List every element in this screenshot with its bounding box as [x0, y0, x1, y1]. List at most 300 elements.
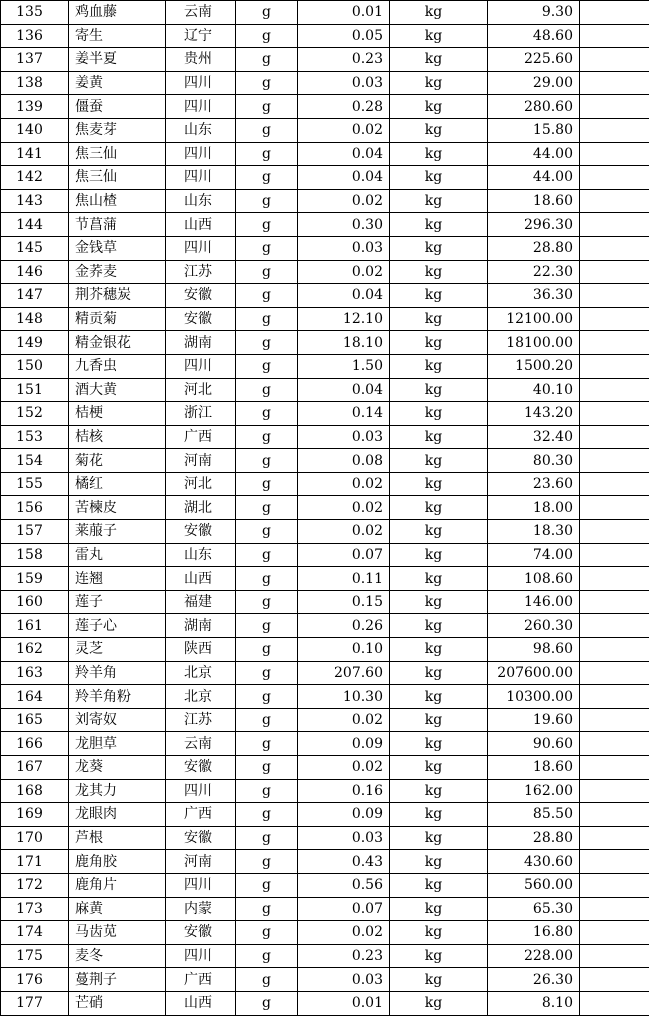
- table-row: [1, 921, 649, 945]
- unit-large-cell: kg: [390, 71, 488, 95]
- price-per-kg-cell: 22.30: [488, 260, 580, 284]
- unit-large-cell: kg: [390, 142, 488, 166]
- row-number-cell: 135: [1, 1, 69, 25]
- price-per-kg-cell: 15.80: [488, 118, 580, 142]
- row-number-cell: 158: [1, 543, 69, 567]
- empty-cell: [580, 71, 649, 95]
- price-per-kg-cell: 48.60: [488, 24, 580, 48]
- unit-small-cell: g: [236, 354, 298, 378]
- row-number-cell: 140: [1, 118, 69, 142]
- herb-name-cell: 姜半夏: [69, 48, 166, 72]
- table-row: [1, 472, 649, 496]
- unit-large-cell: kg: [390, 732, 488, 756]
- price-per-kg-cell: 28.80: [488, 826, 580, 850]
- price-per-kg-cell: 26.30: [488, 968, 580, 992]
- unit-large-cell: kg: [390, 425, 488, 449]
- unit-large-cell: kg: [390, 260, 488, 284]
- row-number-cell: 167: [1, 756, 69, 780]
- origin-cell: 浙江: [166, 402, 236, 426]
- price-per-kg-cell: 228.00: [488, 944, 580, 968]
- unit-large-cell: kg: [390, 331, 488, 355]
- origin-cell: 四川: [166, 236, 236, 260]
- row-number-cell: 151: [1, 378, 69, 402]
- table-row: [1, 803, 649, 827]
- empty-cell: [580, 307, 649, 331]
- unit-small-cell: g: [236, 48, 298, 72]
- unit-small-cell: g: [236, 921, 298, 945]
- empty-cell: [580, 850, 649, 874]
- row-number-cell: 145: [1, 236, 69, 260]
- unit-large-cell: kg: [390, 614, 488, 638]
- herb-name-cell: 寄生: [69, 24, 166, 48]
- row-number-cell: 146: [1, 260, 69, 284]
- herb-name-cell: 鹿角片: [69, 873, 166, 897]
- unit-price-cell: 0.23: [298, 48, 390, 72]
- unit-small-cell: g: [236, 1, 298, 25]
- empty-cell: [580, 590, 649, 614]
- row-number-cell: 171: [1, 850, 69, 874]
- price-per-kg-cell: 18100.00: [488, 331, 580, 355]
- origin-cell: 辽宁: [166, 24, 236, 48]
- price-per-kg-cell: 560.00: [488, 873, 580, 897]
- empty-cell: [580, 118, 649, 142]
- herb-name-cell: 马齿苋: [69, 921, 166, 945]
- herb-name-cell: 连翘: [69, 567, 166, 591]
- empty-cell: [580, 472, 649, 496]
- unit-large-cell: kg: [390, 779, 488, 803]
- origin-cell: 北京: [166, 685, 236, 709]
- empty-cell: [580, 732, 649, 756]
- table-row: [1, 496, 649, 520]
- table-row: [1, 520, 649, 544]
- row-number-cell: 137: [1, 48, 69, 72]
- origin-cell: 河南: [166, 850, 236, 874]
- herb-name-cell: 僵蚕: [69, 95, 166, 119]
- row-number-cell: 149: [1, 331, 69, 355]
- origin-cell: 四川: [166, 354, 236, 378]
- price-per-kg-cell: 296.30: [488, 213, 580, 237]
- unit-large-cell: kg: [390, 472, 488, 496]
- table-row: [1, 166, 649, 190]
- empty-cell: [580, 779, 649, 803]
- unit-small-cell: g: [236, 968, 298, 992]
- unit-price-cell: 0.02: [298, 118, 390, 142]
- row-number-cell: 148: [1, 307, 69, 331]
- unit-small-cell: g: [236, 944, 298, 968]
- price-per-kg-cell: 36.30: [488, 284, 580, 308]
- unit-small-cell: g: [236, 95, 298, 119]
- origin-cell: 山西: [166, 567, 236, 591]
- row-number-cell: 139: [1, 95, 69, 119]
- row-number-cell: 156: [1, 496, 69, 520]
- empty-cell: [580, 48, 649, 72]
- unit-small-cell: g: [236, 71, 298, 95]
- price-per-kg-cell: 162.00: [488, 779, 580, 803]
- row-number-cell: 155: [1, 472, 69, 496]
- unit-small-cell: g: [236, 520, 298, 544]
- origin-cell: 湖南: [166, 331, 236, 355]
- origin-cell: 安徽: [166, 756, 236, 780]
- table-row: [1, 756, 649, 780]
- origin-cell: 山西: [166, 213, 236, 237]
- herb-name-cell: 雷丸: [69, 543, 166, 567]
- row-number-cell: 152: [1, 402, 69, 426]
- unit-price-cell: 1.50: [298, 354, 390, 378]
- unit-price-cell: 0.03: [298, 236, 390, 260]
- unit-price-cell: 0.07: [298, 543, 390, 567]
- row-number-cell: 162: [1, 638, 69, 662]
- empty-cell: [580, 873, 649, 897]
- unit-large-cell: kg: [390, 991, 488, 1015]
- unit-small-cell: g: [236, 897, 298, 921]
- herb-name-cell: 精金银花: [69, 331, 166, 355]
- herb-name-cell: 龙胆草: [69, 732, 166, 756]
- row-number-cell: 143: [1, 189, 69, 213]
- unit-price-cell: 0.05: [298, 24, 390, 48]
- table-row: [1, 354, 649, 378]
- unit-small-cell: g: [236, 24, 298, 48]
- origin-cell: 四川: [166, 873, 236, 897]
- table-row: [1, 543, 649, 567]
- empty-cell: [580, 449, 649, 473]
- table-row: [1, 425, 649, 449]
- origin-cell: 广西: [166, 968, 236, 992]
- unit-large-cell: kg: [390, 685, 488, 709]
- origin-cell: 四川: [166, 71, 236, 95]
- origin-cell: 北京: [166, 661, 236, 685]
- herb-name-cell: 羚羊角粉: [69, 685, 166, 709]
- table-row: [1, 614, 649, 638]
- herb-name-cell: 莱菔子: [69, 520, 166, 544]
- table-row: [1, 567, 649, 591]
- unit-price-cell: 0.04: [298, 142, 390, 166]
- empty-cell: [580, 968, 649, 992]
- unit-small-cell: g: [236, 189, 298, 213]
- unit-small-cell: g: [236, 284, 298, 308]
- unit-price-cell: 0.02: [298, 520, 390, 544]
- price-per-kg-cell: 18.30: [488, 520, 580, 544]
- price-per-kg-cell: 207600.00: [488, 661, 580, 685]
- row-number-cell: 150: [1, 354, 69, 378]
- origin-cell: 四川: [166, 779, 236, 803]
- empty-cell: [580, 897, 649, 921]
- herb-name-cell: 九香虫: [69, 354, 166, 378]
- row-number-cell: 168: [1, 779, 69, 803]
- herb-name-cell: 桔梗: [69, 402, 166, 426]
- row-number-cell: 142: [1, 166, 69, 190]
- empty-cell: [580, 236, 649, 260]
- herb-name-cell: 荆芥穗炭: [69, 284, 166, 308]
- row-number-cell: 172: [1, 873, 69, 897]
- row-number-cell: 175: [1, 944, 69, 968]
- unit-price-cell: 0.23: [298, 944, 390, 968]
- herb-name-cell: 焦三仙: [69, 166, 166, 190]
- price-per-kg-cell: 16.80: [488, 921, 580, 945]
- unit-price-cell: 0.02: [298, 921, 390, 945]
- origin-cell: 山西: [166, 991, 236, 1015]
- price-per-kg-cell: 32.40: [488, 425, 580, 449]
- price-per-kg-cell: 65.30: [488, 897, 580, 921]
- unit-large-cell: kg: [390, 756, 488, 780]
- row-number-cell: 163: [1, 661, 69, 685]
- empty-cell: [580, 803, 649, 827]
- unit-price-cell: 0.02: [298, 189, 390, 213]
- table-row: [1, 850, 649, 874]
- unit-small-cell: g: [236, 779, 298, 803]
- table-row: [1, 307, 649, 331]
- row-number-cell: 164: [1, 685, 69, 709]
- price-per-kg-cell: 74.00: [488, 543, 580, 567]
- table-row: [1, 685, 649, 709]
- origin-cell: 湖北: [166, 496, 236, 520]
- unit-small-cell: g: [236, 449, 298, 473]
- origin-cell: 河南: [166, 449, 236, 473]
- empty-cell: [580, 685, 649, 709]
- herb-name-cell: 苦楝皮: [69, 496, 166, 520]
- price-per-kg-cell: 430.60: [488, 850, 580, 874]
- price-per-kg-cell: 44.00: [488, 142, 580, 166]
- unit-large-cell: kg: [390, 897, 488, 921]
- origin-cell: 广西: [166, 425, 236, 449]
- table-row: [1, 826, 649, 850]
- price-per-kg-cell: 1500.20: [488, 354, 580, 378]
- origin-cell: 广西: [166, 803, 236, 827]
- origin-cell: 陕西: [166, 638, 236, 662]
- unit-small-cell: g: [236, 614, 298, 638]
- unit-large-cell: kg: [390, 354, 488, 378]
- herb-name-cell: 龙眼肉: [69, 803, 166, 827]
- unit-small-cell: g: [236, 685, 298, 709]
- unit-small-cell: g: [236, 638, 298, 662]
- empty-cell: [580, 213, 649, 237]
- herb-name-cell: 金荞麦: [69, 260, 166, 284]
- origin-cell: 河北: [166, 378, 236, 402]
- origin-cell: 内蒙: [166, 897, 236, 921]
- price-per-kg-cell: 143.20: [488, 402, 580, 426]
- unit-small-cell: g: [236, 118, 298, 142]
- origin-cell: 河北: [166, 472, 236, 496]
- empty-cell: [580, 638, 649, 662]
- empty-cell: [580, 142, 649, 166]
- row-number-cell: 157: [1, 520, 69, 544]
- price-per-kg-cell: 260.30: [488, 614, 580, 638]
- unit-large-cell: kg: [390, 284, 488, 308]
- unit-price-cell: 0.03: [298, 968, 390, 992]
- empty-cell: [580, 260, 649, 284]
- origin-cell: 山东: [166, 118, 236, 142]
- empty-cell: [580, 189, 649, 213]
- table-row: [1, 260, 649, 284]
- price-per-kg-cell: 44.00: [488, 166, 580, 190]
- price-per-kg-cell: 29.00: [488, 71, 580, 95]
- unit-price-cell: 0.10: [298, 638, 390, 662]
- table-row: [1, 378, 649, 402]
- herb-name-cell: 节菖蒲: [69, 213, 166, 237]
- unit-small-cell: g: [236, 213, 298, 237]
- price-per-kg-cell: 90.60: [488, 732, 580, 756]
- table-row: [1, 331, 649, 355]
- unit-price-cell: 0.16: [298, 779, 390, 803]
- herb-name-cell: 金钱草: [69, 236, 166, 260]
- table-row: [1, 732, 649, 756]
- unit-large-cell: kg: [390, 1, 488, 25]
- price-per-kg-cell: 23.60: [488, 472, 580, 496]
- price-per-kg-cell: 18.60: [488, 756, 580, 780]
- origin-cell: 江苏: [166, 708, 236, 732]
- price-per-kg-cell: 18.60: [488, 189, 580, 213]
- table-row: [1, 897, 649, 921]
- origin-cell: 四川: [166, 166, 236, 190]
- origin-cell: 安徽: [166, 520, 236, 544]
- empty-cell: [580, 991, 649, 1015]
- table-row: [1, 213, 649, 237]
- empty-cell: [580, 354, 649, 378]
- unit-large-cell: kg: [390, 921, 488, 945]
- row-number-cell: 170: [1, 826, 69, 850]
- unit-price-cell: 0.02: [298, 260, 390, 284]
- herb-name-cell: 麻黄: [69, 897, 166, 921]
- unit-price-cell: 0.15: [298, 590, 390, 614]
- unit-small-cell: g: [236, 543, 298, 567]
- origin-cell: 山东: [166, 189, 236, 213]
- table-row: [1, 1, 649, 25]
- unit-large-cell: kg: [390, 95, 488, 119]
- herb-name-cell: 桔核: [69, 425, 166, 449]
- origin-cell: 福建: [166, 590, 236, 614]
- row-number-cell: 138: [1, 71, 69, 95]
- herb-name-cell: 灵芝: [69, 638, 166, 662]
- row-number-cell: 136: [1, 24, 69, 48]
- unit-small-cell: g: [236, 661, 298, 685]
- unit-price-cell: 0.14: [298, 402, 390, 426]
- unit-small-cell: g: [236, 378, 298, 402]
- unit-large-cell: kg: [390, 189, 488, 213]
- unit-price-cell: 0.02: [298, 756, 390, 780]
- origin-cell: 湖南: [166, 614, 236, 638]
- table-row: [1, 449, 649, 473]
- unit-small-cell: g: [236, 331, 298, 355]
- price-per-kg-cell: 40.10: [488, 378, 580, 402]
- herb-name-cell: 焦三仙: [69, 142, 166, 166]
- unit-price-cell: 0.01: [298, 991, 390, 1015]
- herb-name-cell: 酒大黄: [69, 378, 166, 402]
- unit-price-cell: 0.07: [298, 897, 390, 921]
- unit-price-cell: 0.03: [298, 71, 390, 95]
- unit-large-cell: kg: [390, 944, 488, 968]
- row-number-cell: 153: [1, 425, 69, 449]
- empty-cell: [580, 402, 649, 426]
- price-per-kg-cell: 85.50: [488, 803, 580, 827]
- table-row: [1, 118, 649, 142]
- empty-cell: [580, 921, 649, 945]
- unit-small-cell: g: [236, 803, 298, 827]
- herb-name-cell: 龙葵: [69, 756, 166, 780]
- unit-large-cell: kg: [390, 402, 488, 426]
- unit-price-cell: 0.26: [298, 614, 390, 638]
- empty-cell: [580, 944, 649, 968]
- empty-cell: [580, 826, 649, 850]
- empty-cell: [580, 284, 649, 308]
- unit-price-cell: 0.28: [298, 95, 390, 119]
- unit-large-cell: kg: [390, 803, 488, 827]
- unit-price-cell: 0.02: [298, 496, 390, 520]
- herb-name-cell: 焦麦芽: [69, 118, 166, 142]
- table-row: [1, 779, 649, 803]
- row-number-cell: 169: [1, 803, 69, 827]
- unit-price-cell: 10.30: [298, 685, 390, 709]
- unit-large-cell: kg: [390, 661, 488, 685]
- unit-large-cell: kg: [390, 118, 488, 142]
- unit-price-cell: 0.09: [298, 732, 390, 756]
- unit-price-cell: 0.02: [298, 472, 390, 496]
- empty-cell: [580, 331, 649, 355]
- unit-small-cell: g: [236, 425, 298, 449]
- price-per-kg-cell: 225.60: [488, 48, 580, 72]
- unit-price-cell: 0.03: [298, 425, 390, 449]
- price-per-kg-cell: 146.00: [488, 590, 580, 614]
- unit-large-cell: kg: [390, 496, 488, 520]
- table-row: [1, 968, 649, 992]
- table-row: [1, 284, 649, 308]
- unit-large-cell: kg: [390, 968, 488, 992]
- unit-large-cell: kg: [390, 826, 488, 850]
- unit-price-cell: 0.04: [298, 378, 390, 402]
- price-per-kg-cell: 98.60: [488, 638, 580, 662]
- table-row: [1, 402, 649, 426]
- origin-cell: 四川: [166, 944, 236, 968]
- table-body: [1, 1, 649, 1016]
- table-row: [1, 991, 649, 1015]
- unit-price-cell: 18.10: [298, 331, 390, 355]
- herb-name-cell: 蔓荆子: [69, 968, 166, 992]
- empty-cell: [580, 661, 649, 685]
- row-number-cell: 154: [1, 449, 69, 473]
- unit-price-cell: 0.11: [298, 567, 390, 591]
- unit-price-cell: 0.56: [298, 873, 390, 897]
- price-per-kg-cell: 28.80: [488, 236, 580, 260]
- unit-price-cell: 0.02: [298, 708, 390, 732]
- herb-name-cell: 芦根: [69, 826, 166, 850]
- origin-cell: 山东: [166, 543, 236, 567]
- row-number-cell: 141: [1, 142, 69, 166]
- herb-name-cell: 莲子心: [69, 614, 166, 638]
- table-row: [1, 944, 649, 968]
- unit-price-cell: 0.01: [298, 1, 390, 25]
- empty-cell: [580, 567, 649, 591]
- unit-large-cell: kg: [390, 24, 488, 48]
- origin-cell: 安徽: [166, 921, 236, 945]
- empty-cell: [580, 708, 649, 732]
- row-number-cell: 147: [1, 284, 69, 308]
- row-number-cell: 161: [1, 614, 69, 638]
- table-row: [1, 24, 649, 48]
- unit-large-cell: kg: [390, 213, 488, 237]
- unit-price-cell: 12.10: [298, 307, 390, 331]
- empty-cell: [580, 756, 649, 780]
- unit-small-cell: g: [236, 850, 298, 874]
- price-per-kg-cell: 10300.00: [488, 685, 580, 709]
- unit-price-cell: 0.04: [298, 284, 390, 308]
- unit-small-cell: g: [236, 991, 298, 1015]
- price-per-kg-cell: 108.60: [488, 567, 580, 591]
- row-number-cell: 159: [1, 567, 69, 591]
- table-row: [1, 189, 649, 213]
- herb-name-cell: 姜黄: [69, 71, 166, 95]
- herb-name-cell: 刘寄奴: [69, 708, 166, 732]
- herb-name-cell: 精贡菊: [69, 307, 166, 331]
- row-number-cell: 177: [1, 991, 69, 1015]
- table-row: [1, 638, 649, 662]
